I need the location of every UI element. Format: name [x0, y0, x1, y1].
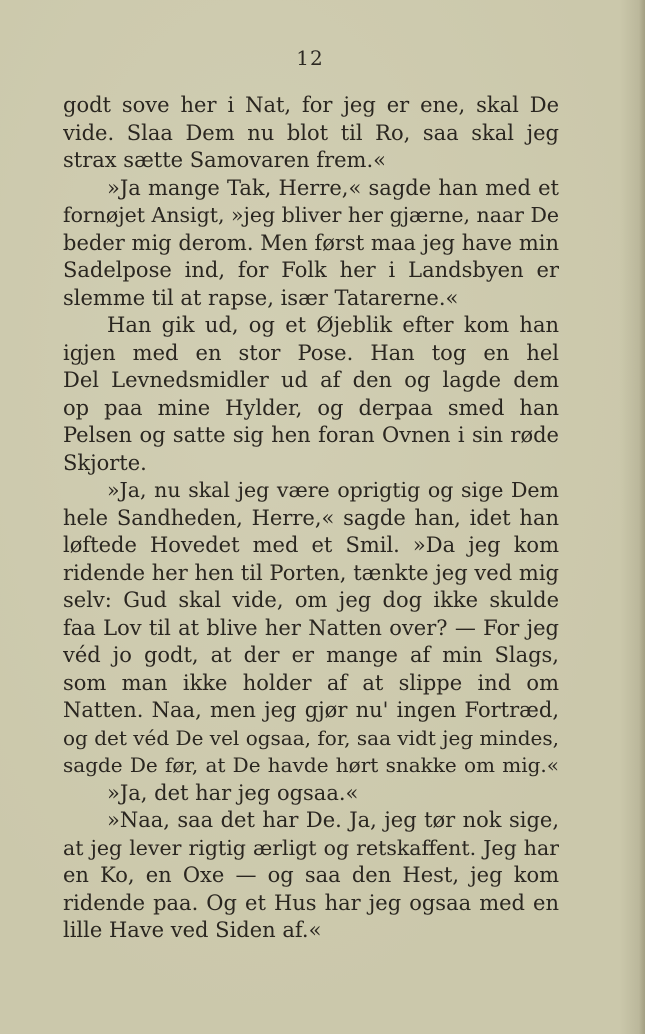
text-line: faa Lov til at blive her Natten over? — For jeg — [63, 615, 559, 640]
text-line: sagde De før, at De havde hørt snakke om mig.« — [63, 753, 559, 777]
text-line: Del Levnedsmidler ud af den og lagde dem — [63, 368, 559, 392]
text-line: og det véd De vel ogsaa, for, saa vidt jeg mindes, — [63, 725, 559, 750]
page-number: 12 — [296, 46, 324, 70]
text-line: ridende paa. Og et Hus har jeg ogsaa med en — [63, 890, 559, 915]
text-line: Skjorte. — [63, 450, 147, 475]
text-line: lille Have ved Siden af.« — [63, 918, 322, 942]
body-text — [63, 92, 559, 945]
text-line: beder mig derom. Men først maa jeg have min — [63, 230, 559, 255]
text-line: Natten. Naa, men jeg gjør nu' ingen Fortræd, — [63, 698, 559, 722]
text-line: selv: Gud skal vide, om jeg dog ikke skulde — [63, 588, 559, 612]
text-line: »Ja, nu skal jeg være oprigtig og sige Dem — [107, 478, 559, 502]
text-line: vide. Slaa Dem nu blot til Ro, saa skal jeg — [63, 120, 559, 145]
text-line: Sadelpose ind, for Folk her i Landsbyen er — [63, 258, 559, 282]
text-line: Pelsen og satte sig hen foran Ovnen i sin røde — [63, 423, 559, 447]
text-line: som man ikke holder af at slippe ind om — [63, 670, 559, 695]
text-line: op paa mine Hylder, og derpaa smed han — [63, 395, 559, 420]
text-line: »Ja mange Tak, Herre,« sagde han med et — [107, 175, 559, 200]
text-line: løftede Hovedet med et Smil. »Da jeg kom — [63, 533, 559, 557]
text-line: slemme til at rapse, især Tatarerne.« — [63, 285, 459, 310]
text-line: »Ja, det har jeg ogsaa.« — [107, 780, 359, 805]
text-line: fornøjet Ansigt, »jeg bliver her gjærne, naar De — [63, 203, 559, 227]
text-line: Han gik ud, og et Øjeblik efter kom han — [107, 313, 559, 337]
text-line: en Ko, en Oxe — og saa den Hest, jeg kom — [63, 863, 559, 887]
text-line: godt sove her i Nat, for jeg er ene, skal De — [63, 93, 559, 117]
text-line: hele Sandheden, Herre,« sagde han, idet han — [63, 505, 559, 530]
text-line: igjen med en stor Pose. Han tog en hel — [63, 340, 559, 365]
text-line: véd jo godt, at der er mange af min Slags, — [63, 643, 559, 667]
text-line: »Naa, saa det har De. Ja, jeg tør nok sige, — [107, 808, 559, 832]
text-line: at jeg lever rigtig ærligt og retskaffent. Jeg har — [63, 835, 559, 860]
text-line: strax sætte Samovaren frem.« — [63, 148, 386, 172]
page-edge-shadow — [639, 0, 645, 1034]
text-line: ridende her hen til Porten, tænkte jeg ved mig — [63, 560, 559, 585]
